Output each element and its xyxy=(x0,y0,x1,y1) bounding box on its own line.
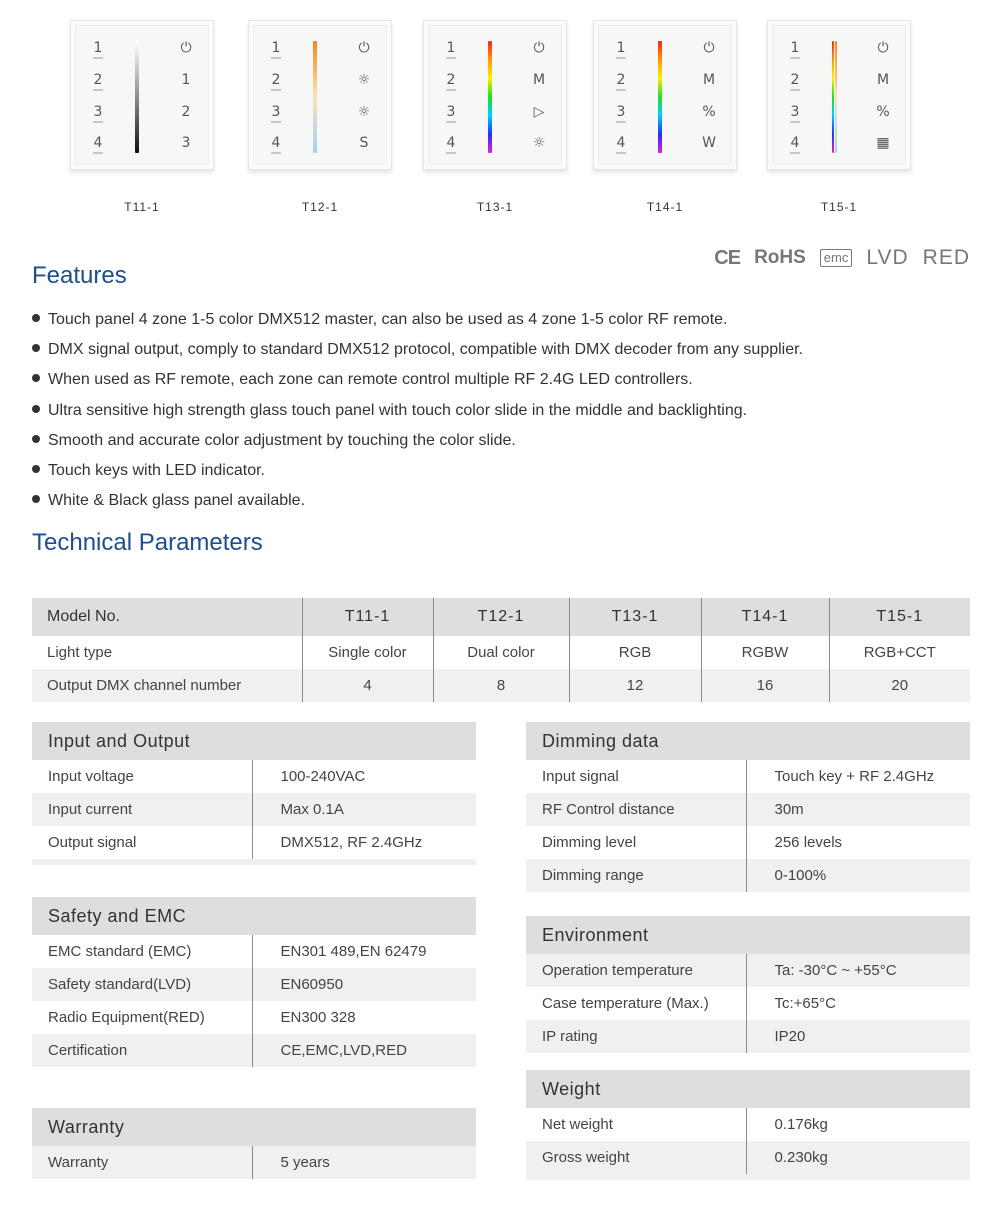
product-t15-1 xyxy=(767,20,911,214)
zone-key-2: 2 xyxy=(782,71,808,97)
touch-panel-image xyxy=(70,20,214,170)
power-icon: ⏻ xyxy=(533,40,545,56)
spec-label: Dimming level xyxy=(542,834,637,851)
spec-value: Max 0.1A xyxy=(252,793,476,826)
white-key: W xyxy=(702,135,716,151)
zone-key-2: 2 xyxy=(608,71,634,97)
list-item: DMX signal output, comply to standard DMX512 protocol, compatible with DMX decoder from any supplier. xyxy=(32,338,803,368)
spec-value: EN60950 xyxy=(252,968,476,1001)
column-header: T11-1 xyxy=(302,598,433,636)
color-slide xyxy=(658,41,662,153)
red-mark: RED xyxy=(922,246,970,269)
table-row xyxy=(32,793,476,826)
product-model-label: T14-1 xyxy=(646,200,684,214)
table-row xyxy=(526,987,970,1020)
spec-value: 30m xyxy=(746,793,970,826)
row-label: Output DMX channel number xyxy=(47,677,242,694)
spec-value: 5 years xyxy=(252,1146,476,1179)
lvd-mark: LVD xyxy=(866,246,909,269)
zone-key-1: 1 xyxy=(782,39,808,65)
spec-value: Touch key + RF 2.4GHz xyxy=(746,760,970,793)
spec-value: EN300 328 xyxy=(252,1001,476,1034)
bullet-icon xyxy=(32,465,40,473)
list-item: Touch panel 4 zone 1-5 color DMX512 master, can also be used as 4 zone 1-5 color RF remote. xyxy=(32,308,803,338)
table-row xyxy=(526,954,970,987)
percent-icon: % xyxy=(702,104,716,120)
table-row xyxy=(32,760,476,793)
spec-value: 0.230kg xyxy=(746,1141,970,1174)
mode-key: M xyxy=(876,72,890,88)
table-cell: 4 xyxy=(302,669,433,702)
color-slide xyxy=(488,41,492,153)
list-item: When used as RF remote, each zone can remote control multiple RF 2.4G LED controllers. xyxy=(32,368,803,398)
table-row xyxy=(526,1141,970,1174)
zone-key-4: 4 xyxy=(608,134,634,160)
column-header: T12-1 xyxy=(433,598,569,636)
table-row xyxy=(32,1034,476,1067)
spec-label: Operation temperature xyxy=(542,962,693,979)
table-row xyxy=(32,636,970,669)
table-row xyxy=(526,859,970,892)
emc-mark: emc xyxy=(820,249,853,267)
zone-key-1: 1 xyxy=(263,39,289,65)
rohs-mark: RoHS xyxy=(754,247,806,268)
product-t11-1 xyxy=(70,20,214,214)
color-slide xyxy=(135,41,139,153)
color-slide xyxy=(832,41,834,153)
table-row xyxy=(32,1001,476,1034)
ce-mark: CE xyxy=(714,246,741,269)
warranty-section xyxy=(32,1108,476,1179)
zone-key-3: 3 xyxy=(263,103,289,129)
spec-label: Radio Equipment(RED) xyxy=(48,1009,205,1026)
zone-key-2: 2 xyxy=(85,71,111,97)
power-icon: ⏻ xyxy=(877,40,889,56)
table-header-row xyxy=(32,598,970,636)
spec-label: RF Control distance xyxy=(542,801,675,818)
bullet-icon xyxy=(32,435,40,443)
spec-label: Input signal xyxy=(542,768,619,785)
spec-label: Output signal xyxy=(48,834,137,851)
table-row xyxy=(32,935,476,968)
table-row xyxy=(526,793,970,826)
spec-table xyxy=(32,760,476,859)
zone-key-3: 3 xyxy=(608,103,634,129)
table-row xyxy=(32,826,476,859)
power-icon: ⏻ xyxy=(180,40,192,56)
input-output-section xyxy=(32,722,476,865)
spec-label: Gross weight xyxy=(542,1149,630,1166)
spec-value: 0.176kg xyxy=(746,1108,970,1141)
table-cell: RGB+CCT xyxy=(829,636,970,669)
product-model-label: T15-1 xyxy=(820,200,858,214)
spec-label: Dimming range xyxy=(542,867,644,884)
list-item: Touch keys with LED indicator. xyxy=(32,459,803,489)
power-icon: ⏻ xyxy=(358,40,370,56)
certification-marks xyxy=(714,245,970,271)
table-row xyxy=(32,1146,476,1179)
touch-panel-image xyxy=(767,20,911,170)
zone-key-2: 2 xyxy=(438,71,464,97)
spec-value: IP20 xyxy=(746,1020,970,1053)
spec-value: Tc:+65°C xyxy=(746,987,970,1020)
table-row xyxy=(526,1020,970,1053)
section-title: Input and Output xyxy=(32,722,476,760)
percent-icon: % xyxy=(876,104,890,120)
column-header: Model No. xyxy=(47,608,120,625)
brightness-icon: ☼ xyxy=(357,104,371,120)
zone-key-4: 4 xyxy=(782,134,808,160)
table-row xyxy=(526,760,970,793)
spec-table xyxy=(526,760,970,892)
column-header: T13-1 xyxy=(569,598,701,636)
table-row xyxy=(526,1108,970,1141)
column-header: T14-1 xyxy=(701,598,829,636)
product-model-label: T13-1 xyxy=(476,200,514,214)
spec-label: Input current xyxy=(48,801,133,818)
table-cell: Dual color xyxy=(433,636,569,669)
touch-panel-image xyxy=(593,20,737,170)
zone-key-1: 1 xyxy=(608,39,634,65)
features-heading: Features xyxy=(32,262,127,289)
spec-label: IP rating xyxy=(542,1028,598,1045)
zone-key-3: 3 xyxy=(782,103,808,129)
bullet-icon xyxy=(32,374,40,382)
spec-label: Input voltage xyxy=(48,768,134,785)
table-row xyxy=(526,826,970,859)
spec-table xyxy=(32,935,476,1067)
cct-slide xyxy=(835,41,837,153)
section-title: Environment xyxy=(526,916,970,954)
zone-key-1: 1 xyxy=(85,39,111,65)
speed-icon: ▷ xyxy=(533,104,545,120)
section-title: Safety and EMC xyxy=(32,897,476,935)
mode-key: M xyxy=(702,72,716,88)
zone-key-4: 4 xyxy=(263,134,289,160)
weight-section xyxy=(526,1070,970,1180)
zone-key-4: 4 xyxy=(85,134,111,160)
spec-label: Net weight xyxy=(542,1116,613,1133)
table-cell: 8 xyxy=(433,669,569,702)
product-t14-1 xyxy=(593,20,737,214)
zone-key-2: 2 xyxy=(263,71,289,97)
product-model-label: T12-1 xyxy=(301,200,339,214)
spec-label: Case temperature (Max.) xyxy=(542,995,709,1012)
row-label: Light type xyxy=(47,644,113,661)
function-key: 2 xyxy=(181,104,191,120)
technical-parameters-heading: Technical Parameters xyxy=(32,529,263,556)
dimming-data-section xyxy=(526,722,970,892)
list-item: Smooth and accurate color adjustment by touching the color slide. xyxy=(32,429,803,459)
bullet-icon xyxy=(32,405,40,413)
zone-key-4: 4 xyxy=(438,134,464,160)
table-cell: RGB xyxy=(569,636,701,669)
spec-label: Safety standard(LVD) xyxy=(48,976,192,993)
spec-value: Ta: -30°C ~ +55°C xyxy=(746,954,970,987)
product-t12-1 xyxy=(248,20,392,214)
table-cell: RGBW xyxy=(701,636,829,669)
table-cell: 12 xyxy=(569,669,701,702)
zone-key-3: 3 xyxy=(85,103,111,129)
spec-value: 0-100% xyxy=(746,859,970,892)
spec-value: EN301 489,EN 62479 xyxy=(252,935,476,968)
function-key: 1 xyxy=(181,72,191,88)
table-cell: 16 xyxy=(701,669,829,702)
list-item: White & Black glass panel available. xyxy=(32,489,803,519)
function-key: S xyxy=(359,135,369,151)
section-title: Dimming data xyxy=(526,722,970,760)
color-slide xyxy=(313,41,317,153)
features-list xyxy=(32,308,803,519)
spec-value: CE,EMC,LVD,RED xyxy=(252,1034,476,1067)
zone-key-3: 3 xyxy=(438,103,464,129)
spec-value: DMX512, RF 2.4GHz xyxy=(252,826,476,859)
power-icon: ⏻ xyxy=(703,40,715,56)
list-item: Ultra sensitive high strength glass touch panel with touch color slide in the middle and backlighting. xyxy=(32,399,803,429)
column-header: T15-1 xyxy=(829,598,970,636)
bullet-icon xyxy=(32,314,40,322)
model-comparison-table xyxy=(32,598,970,702)
section-title: Weight xyxy=(526,1070,970,1108)
spec-table xyxy=(32,1146,476,1179)
spec-table xyxy=(526,954,970,1053)
product-model-label: T11-1 xyxy=(124,200,160,214)
spec-label: Certification xyxy=(48,1042,128,1059)
spec-label: EMC standard (EMC) xyxy=(48,943,192,960)
spec-label: Warranty xyxy=(48,1154,109,1171)
table-cell: 20 xyxy=(829,669,970,702)
bullet-icon xyxy=(32,495,40,503)
spec-value: 256 levels xyxy=(746,826,970,859)
function-key: 3 xyxy=(181,135,191,151)
table-cell: Single color xyxy=(302,636,433,669)
touch-panel-image xyxy=(423,20,567,170)
zone-key-1: 1 xyxy=(438,39,464,65)
spec-value: 100-240VAC xyxy=(252,760,476,793)
table-row xyxy=(32,968,476,1001)
table-row xyxy=(32,669,970,702)
brightness-icon: ☼ xyxy=(532,135,546,151)
color-grid-icon: ▦ xyxy=(876,135,890,151)
brightness-icon: ☼ xyxy=(357,72,371,88)
section-title: Warranty xyxy=(32,1108,476,1146)
environment-section xyxy=(526,916,970,1053)
product-t13-1 xyxy=(423,20,567,214)
touch-panel-image xyxy=(248,20,392,170)
mode-key: M xyxy=(532,72,546,88)
safety-emc-section xyxy=(32,897,476,1073)
spec-table xyxy=(526,1108,970,1174)
bullet-icon xyxy=(32,344,40,352)
